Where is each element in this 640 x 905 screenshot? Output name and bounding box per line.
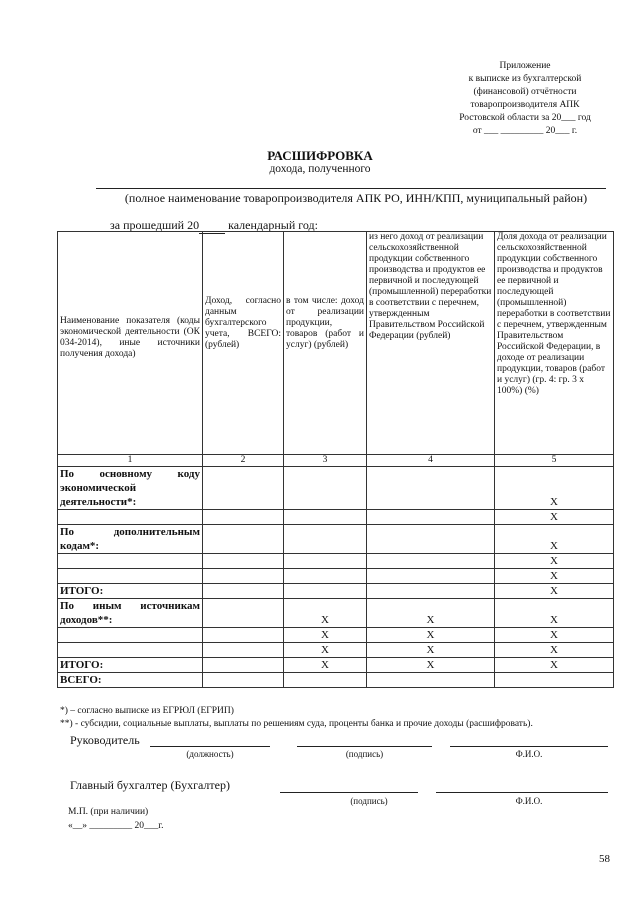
x-mark: Х	[495, 599, 614, 628]
table-cell[interactable]	[367, 554, 495, 569]
table-cell[interactable]	[284, 584, 367, 599]
table-cell[interactable]	[203, 510, 284, 525]
table-cell[interactable]	[367, 467, 495, 510]
x-mark: Х	[495, 525, 614, 554]
x-mark: Х	[495, 643, 614, 658]
table-row	[58, 554, 614, 569]
footnote-1: *) – согласно выписке из ЕГРЮЛ (ЕГРИП)	[60, 706, 234, 716]
table-cell[interactable]	[284, 467, 367, 510]
table-cell[interactable]	[367, 673, 495, 688]
col-number: 5	[495, 455, 614, 467]
table-cell[interactable]	[203, 554, 284, 569]
x-mark: Х	[284, 599, 367, 628]
header-col-1: Наименование показателя (коды экономической деятельности (ОК 034-2014), иные источники получения дохода)	[58, 232, 203, 455]
table-cell[interactable]	[58, 510, 203, 525]
appendix-line: к выписке из бухгалтерской	[468, 74, 582, 84]
header-col-5: Доля дохода от реализации сельскохозяйственной продукции собственного производства и продуктов ее первичной и последующей (промышленной) переработки в соответствии с перечнем, утвержденным Правительством Российской Федерации, в доходе от реализации продукции, товаров (работ и услуг) (гр. 4: гр. 3 х 100%) (%)	[495, 232, 614, 455]
x-mark: Х	[284, 658, 367, 673]
x-mark: Х	[284, 643, 367, 658]
table-row	[58, 525, 614, 554]
appendix-block	[440, 60, 610, 138]
table-cell[interactable]	[367, 584, 495, 599]
x-mark: Х	[367, 599, 495, 628]
name-line[interactable]	[450, 746, 608, 747]
signature-caption: (подпись)	[345, 749, 384, 759]
table-cell[interactable]	[203, 599, 284, 628]
table-cell[interactable]	[203, 643, 284, 658]
section-label-main-code: По основному коду экономической деятельности*:	[58, 467, 203, 510]
table-cell[interactable]	[284, 510, 367, 525]
income-table	[57, 231, 614, 688]
header-col-4: из него доход от реализации сельскохозяйственной продукции собственного производства и продуктов ее первичной и последующей (промышленной) переработки в соответствии с перечнем, утвержденным Правительством Российской Федерации (рублей)	[367, 232, 495, 455]
total-label: ИТОГО:	[58, 658, 203, 673]
col-number: 4	[367, 455, 495, 467]
x-mark: Х	[367, 658, 495, 673]
table-cell[interactable]	[203, 658, 284, 673]
head-label: Руководитель	[70, 733, 140, 747]
appendix-line: Ростовской области за 20___ год	[459, 113, 591, 123]
table-cell[interactable]	[284, 569, 367, 584]
position-caption: (должность)	[186, 749, 234, 759]
table-row	[58, 599, 614, 628]
appendix-line: (финансовой) отчётности	[473, 87, 577, 97]
x-mark: Х	[495, 628, 614, 643]
x-mark: Х	[495, 658, 614, 673]
total-label: ИТОГО:	[58, 584, 203, 599]
x-mark: Х	[367, 643, 495, 658]
signature-line[interactable]	[297, 746, 432, 747]
table-cell[interactable]	[203, 628, 284, 643]
grand-total-label: ВСЕГО:	[58, 673, 203, 688]
header-row	[58, 232, 614, 455]
document-title: РАСШИФРОВКА	[267, 148, 373, 163]
column-numbers-row	[58, 455, 614, 467]
table-cell[interactable]	[58, 569, 203, 584]
table-cell[interactable]	[367, 569, 495, 584]
table-cell[interactable]	[203, 673, 284, 688]
name-caption: Ф.И.О.	[515, 749, 543, 759]
accountant-name-caption: Ф.И.О.	[515, 796, 543, 806]
stamp-note: М.П. (при наличии)	[68, 807, 149, 817]
appendix-line: от ___ _________ 20___ г.	[472, 126, 578, 136]
footnote-2: **) - субсидии, социальные выплаты, выплаты по решениям суда, проценты банка и прочие доходы (расшифровать).	[60, 719, 533, 729]
x-mark: Х	[495, 554, 614, 569]
appendix-line: Приложение	[499, 61, 551, 71]
table-row	[58, 467, 614, 510]
table-cell[interactable]	[367, 525, 495, 554]
x-mark: Х	[284, 628, 367, 643]
table-row	[58, 510, 614, 525]
table-cell[interactable]	[58, 554, 203, 569]
table-cell[interactable]	[284, 525, 367, 554]
table-cell[interactable]	[203, 569, 284, 584]
position-line[interactable]	[150, 746, 270, 747]
col-number: 2	[203, 455, 284, 467]
table-cell[interactable]	[367, 510, 495, 525]
table-cell[interactable]	[203, 584, 284, 599]
x-mark: Х	[495, 510, 614, 525]
x-mark: Х	[367, 628, 495, 643]
header-col-2: Доход, согласно данным бухгалтерского учета, ВСЕГО: (рублей)	[203, 232, 284, 455]
total-row	[58, 658, 614, 673]
table-row	[58, 643, 614, 658]
table-row	[58, 628, 614, 643]
table-cell[interactable]	[495, 673, 614, 688]
table-cell[interactable]	[284, 554, 367, 569]
appendix-line: товаропроизводителя АПК	[470, 100, 580, 110]
section-label-additional-codes: По дополнительным кодам*:	[58, 525, 203, 554]
x-mark: Х	[495, 467, 614, 510]
document-subtitle: дохода, полученного	[269, 163, 371, 175]
full-name-caption: (полное наименование товаропроизводителя АПК РО, ИНН/КПП, муниципальный район)	[124, 191, 588, 205]
table-cell[interactable]	[58, 628, 203, 643]
section-label-other-income: По иным источникам доходов**:	[58, 599, 203, 628]
table-cell[interactable]	[203, 525, 284, 554]
table-cell[interactable]	[58, 643, 203, 658]
accountant-label: Главный бухгалтер (Бухгалтер)	[70, 778, 230, 792]
period-suffix: календарный год:	[228, 218, 318, 232]
accountant-signature-line[interactable]	[280, 792, 418, 793]
accountant-signature-caption: (подпись)	[350, 796, 388, 806]
x-mark: Х	[495, 584, 614, 599]
table-cell[interactable]	[203, 467, 284, 510]
total-row	[58, 584, 614, 599]
table-cell[interactable]	[284, 673, 367, 688]
header-col-3: в том числе: доход от реализации продукции, товаров (работ и услуг) (рублей)	[284, 232, 367, 455]
x-mark: Х	[495, 569, 614, 584]
page-number: 58	[599, 853, 610, 865]
table-row	[58, 569, 614, 584]
date-line: «__» _________ 20___г.	[68, 821, 164, 831]
col-number: 3	[284, 455, 367, 467]
full-name-line	[96, 188, 606, 189]
grand-total-row	[58, 673, 614, 688]
col-number: 1	[58, 455, 203, 467]
period-prefix: за прошедший 20	[110, 218, 200, 232]
accountant-name-line[interactable]	[436, 792, 608, 793]
